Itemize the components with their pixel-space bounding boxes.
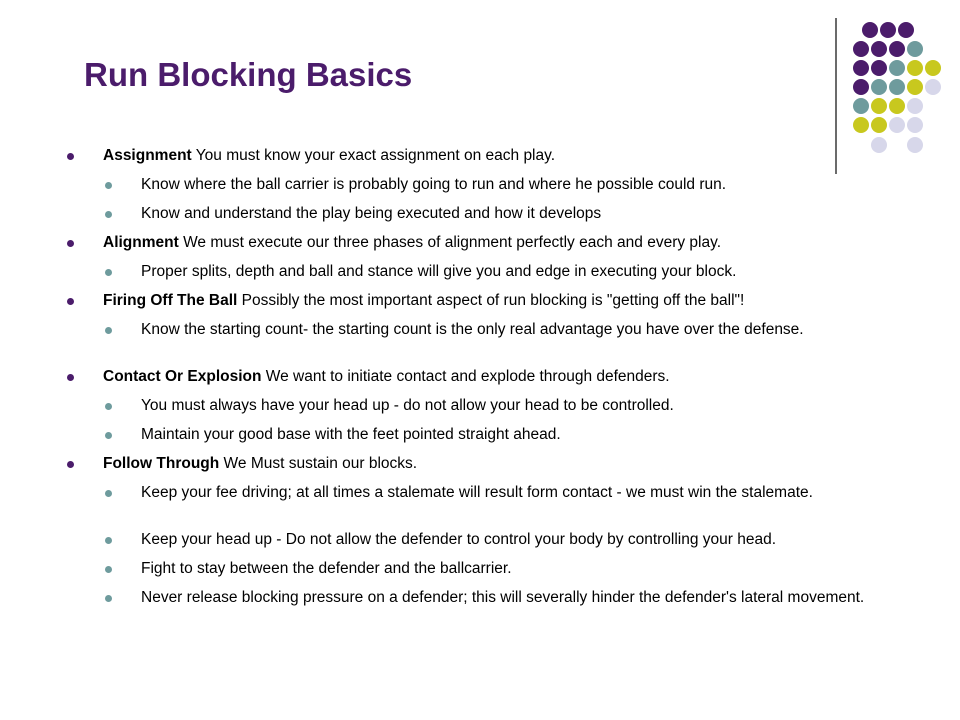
- bullet-dot-icon: [67, 153, 74, 160]
- bullet-dot-icon: [105, 403, 112, 410]
- bullet-text: Know where the ball carrier is probably going to run and where he possible could run.: [141, 176, 727, 193]
- bullet-text: We Must sustain our blocks.: [219, 455, 418, 472]
- bullet-text: You must know your exact assignment on each play.: [191, 147, 556, 164]
- bullet-text: Know and understand the play being executed and how it develops: [141, 205, 602, 222]
- bullet-text: Proper splits, depth and ball and stance will give you and edge in executing your block.: [141, 263, 737, 280]
- bullet-dot-icon: [105, 432, 112, 439]
- bullet-dot-icon: [105, 182, 112, 189]
- bullet-heading: Contact Or Explosion: [103, 368, 262, 385]
- bullet-heading: Assignment: [103, 147, 192, 164]
- bullet-item: [103, 368, 920, 385]
- bullet-dot-icon: [105, 490, 112, 497]
- bullet-dot-icon: [67, 240, 74, 247]
- bullet-text: You must always have your head up - do not allow your head to be controlled.: [141, 397, 674, 414]
- sub-bullet-item: [141, 589, 920, 606]
- bullet-heading: Alignment: [103, 234, 179, 251]
- bullet-dot-icon: [105, 566, 112, 573]
- bullet-dot-icon: [67, 461, 74, 468]
- bullet-text: We must execute our three phases of alignment perfectly each and every play.: [178, 234, 722, 251]
- bullet-text: Keep your head up - Do not allow the defender to control your body by controlling your head.: [141, 531, 777, 548]
- bullet-text: We want to initiate contact and explode through defenders.: [261, 368, 670, 385]
- bullet-dot-icon: [67, 374, 74, 381]
- bullet-dot-icon: [105, 537, 112, 544]
- bullet-item: [103, 455, 920, 472]
- bullet-dot-icon: [105, 269, 112, 276]
- bullet-item: [103, 147, 920, 164]
- bullet-heading: Follow Through: [103, 455, 220, 472]
- bullet-dot-icon: [105, 595, 112, 602]
- bullet-dot-icon: [105, 327, 112, 334]
- sub-bullet-item: [141, 263, 920, 280]
- bullet-text: Maintain your good base with the feet pointed straight ahead.: [141, 426, 561, 443]
- bullet-item: [103, 292, 920, 309]
- slide-title: Run Blocking Basics: [84, 56, 413, 93]
- bullet-text: Keep your fee driving; at all times a stalemate will result form contact - we must win the stalemate.: [141, 484, 813, 501]
- sub-bullet-item: [141, 176, 920, 193]
- sub-bullet-item: [141, 321, 920, 338]
- sub-bullet-item: [141, 484, 920, 501]
- bullet-heading: Firing Off The Ball: [103, 292, 238, 309]
- sub-bullet-item: [141, 426, 920, 443]
- bullet-text: Fight to stay between the defender and the ballcarrier.: [141, 560, 512, 577]
- bullet-text: Never release blocking pressure on a defender; this will severally hinder the defender's lateral movement.: [141, 589, 865, 606]
- sub-bullet-item: [141, 205, 920, 222]
- bullet-item: [103, 234, 920, 251]
- bullet-dot-icon: [105, 211, 112, 218]
- sub-bullet-item: [141, 560, 920, 577]
- bullet-text: Possibly the most important aspect of run blocking is "getting off the ball"!: [237, 292, 745, 309]
- sub-bullet-item: [141, 531, 920, 548]
- bullet-dot-icon: [67, 298, 74, 305]
- bullet-text: Know the starting count- the starting count is the only real advantage you have over the defense.: [141, 321, 804, 338]
- sub-bullet-item: [141, 397, 920, 414]
